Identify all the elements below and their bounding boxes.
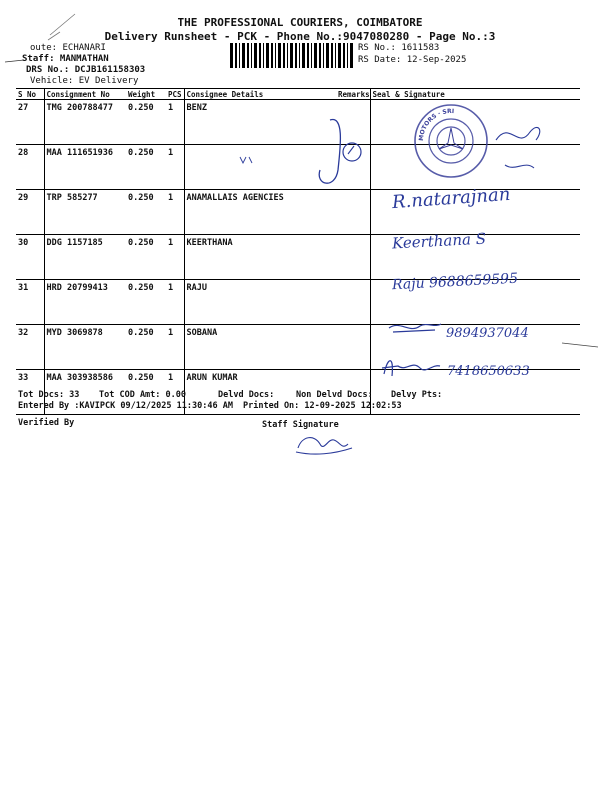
row-pcs: 1: [166, 235, 184, 280]
row-sno: 33: [16, 370, 44, 415]
verified-by: Verified By: [18, 418, 75, 428]
barcode-bar: [350, 43, 353, 68]
barcode-bar: [331, 43, 333, 68]
col-seal: Seal & Signature: [370, 89, 580, 100]
row-consignee: ARUN KUMAR: [184, 370, 336, 415]
barcode-bar: [263, 43, 264, 68]
vehicle-label: Vehicle: EV Delivery: [30, 76, 139, 86]
handwritten-signature-row31: Raju 9688659595: [391, 270, 519, 294]
delivered-docs: Delvd Docs:: [218, 390, 275, 400]
non-delivered-docs: Non Delvd Docs:: [296, 390, 373, 400]
barcode-bar: [311, 43, 312, 68]
barcode-bar: [307, 43, 309, 68]
barcode-bar: [323, 43, 324, 68]
pen-scribble-icon: [40, 10, 80, 45]
barcode-bar: [235, 43, 237, 68]
barcode-bar: [326, 43, 329, 68]
barcode-bar: [299, 43, 300, 68]
col-sno: S No: [16, 89, 44, 100]
barcode-bar: [259, 43, 261, 68]
row-consignee: SOBANA: [184, 325, 336, 370]
handwritten-phone-row33: 7418650633: [447, 364, 530, 379]
row-consignment: TMG 200788477: [44, 100, 126, 145]
row-consignment: MYD 3069878: [44, 325, 126, 370]
row-consignee: BENZ: [184, 100, 336, 145]
col-consignee: Consignee Details: [184, 89, 336, 100]
entered-by: Entered By :KAVIPCK 09/12/2025 11:30:46 AM: [18, 401, 233, 411]
handwritten-phone-row32: 9894937044: [446, 326, 529, 341]
row-consignment: HRD 20799413: [44, 280, 126, 325]
row-consignee: KEERTHANA: [184, 235, 336, 280]
printed-on: Printed On: 12-09-2025 12:02:53: [243, 401, 402, 411]
company-title: THE PROFESSIONAL COURIERS, COIMBATORE: [177, 16, 423, 29]
barcode-bar: [278, 43, 281, 68]
barcode-bar: [347, 43, 348, 68]
scribble-signature-row33: [378, 354, 444, 384]
pen-stroke-icon: [560, 340, 600, 350]
handwritten-signature-row29: R.natarajnan: [391, 183, 511, 214]
row-consignee: RAJU: [184, 280, 336, 325]
runsheet-title: Delivery Runsheet - PCK - Phone No.:9047080280 - Page No.:3: [104, 30, 496, 43]
rs-number: RS No.: 1611583: [358, 43, 440, 53]
row-consignment: TRP 585277: [44, 190, 126, 235]
barcode-bar: [242, 43, 245, 68]
row-weight: 0.250: [126, 190, 166, 235]
barcode-bar: [247, 43, 249, 68]
tick-mark-row28: [238, 154, 258, 166]
row-pcs: 1: [166, 370, 184, 415]
row-pcs: 1: [166, 145, 184, 190]
row-weight: 0.250: [126, 100, 166, 145]
barcode-bar: [239, 43, 240, 68]
row-pcs: 1: [166, 100, 184, 145]
col-consignment: Consignment No: [44, 89, 126, 100]
barcode-bar: [290, 43, 293, 68]
row-remarks: [336, 325, 370, 370]
barcode-bar: [251, 43, 252, 68]
row-consignment: MAA 111651936: [44, 145, 126, 190]
col-pcs: PCS: [166, 89, 184, 100]
barcode-bar: [271, 43, 273, 68]
staff-label: Staff: MANMATHAN: [22, 54, 109, 64]
barcode-bar: [314, 43, 317, 68]
col-weight: Weight: [126, 89, 166, 100]
delivery-points: Delvy Pts:: [391, 390, 443, 400]
signature-scribble-row27: [300, 107, 600, 200]
row-sno: 29: [16, 190, 44, 235]
barcode-bar: [283, 43, 285, 68]
barcode-bar: [319, 43, 321, 68]
row-pcs: 1: [166, 190, 184, 235]
barcode-bar: [335, 43, 336, 68]
row-sno: 32: [16, 325, 44, 370]
staff-signature-label: Staff Signature: [262, 420, 339, 430]
barcode-bar: [302, 43, 305, 68]
barcode-bar: [287, 43, 288, 68]
row-sno: 27: [16, 100, 44, 145]
row-consignment: MAA 303938586: [44, 370, 126, 415]
barcode-bar: [343, 43, 345, 68]
barcode-icon: [230, 43, 354, 68]
row-sno: 31: [16, 280, 44, 325]
barcode-bar: [254, 43, 257, 68]
barcode-bar: [266, 43, 269, 68]
handwritten-signature-row30: Keerthana S: [391, 229, 487, 253]
scribble-signature-row32: [385, 318, 445, 338]
row-consignment: DDG 1157185: [44, 235, 126, 280]
row-pcs: 1: [166, 280, 184, 325]
total-cod-amount: Tot COD Amt: 0.00: [99, 390, 186, 400]
row-sno: 30: [16, 235, 44, 280]
barcode-bar: [230, 43, 233, 68]
row-sno: 28: [16, 145, 44, 190]
total-docs: Tot Docs: 33: [18, 390, 80, 400]
row-remarks: [336, 280, 370, 325]
staff-signature-scribble: [290, 430, 360, 460]
barcode-bar: [275, 43, 276, 68]
barcode-bar: [295, 43, 297, 68]
stamp-text: MOTORS · SRI: [417, 107, 455, 142]
row-weight: 0.250: [126, 280, 166, 325]
row-weight: 0.250: [126, 145, 166, 190]
row-weight: 0.250: [126, 370, 166, 415]
col-remarks: Remarks: [338, 89, 370, 99]
row-consignee: ANAMALLAIS AGENCIES: [184, 190, 336, 235]
row-remarks: [336, 235, 370, 280]
row-weight: 0.250: [126, 325, 166, 370]
table-header-row: [16, 89, 580, 100]
rs-date: RS Date: 12-Sep-2025: [358, 55, 467, 65]
barcode-bar: [338, 43, 341, 68]
route-label: oute: ECHANARI: [30, 43, 106, 53]
row-pcs: 1: [166, 325, 184, 370]
drs-number: DRS No.: DCJB161158303: [26, 65, 146, 75]
row-weight: 0.250: [126, 235, 166, 280]
